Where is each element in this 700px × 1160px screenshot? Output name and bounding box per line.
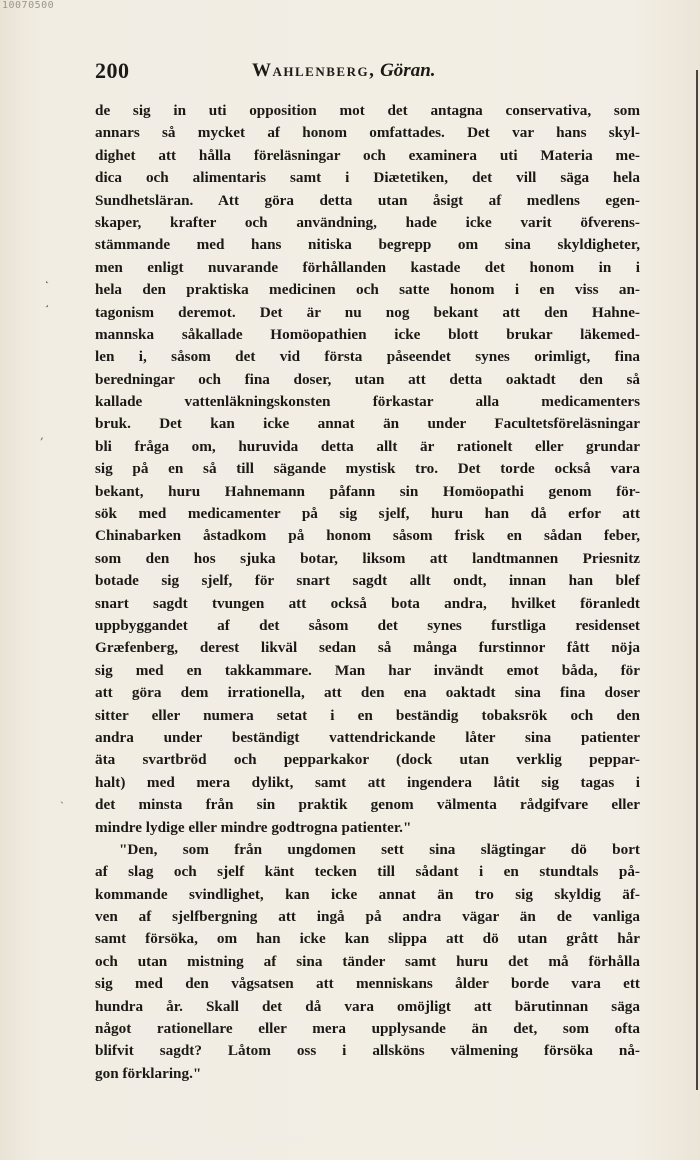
text-line: len i, såsom det vid första påseendet synes orimligt, fina	[95, 348, 640, 366]
text-line: sig på en så till sägande mystisk tro. Det torde också vara	[95, 460, 640, 478]
text-line: beredningar och fina doser, utan att detta oaktadt den så	[95, 370, 640, 388]
running-head-given-name: Göran.	[380, 60, 436, 81]
scan-id: 10070500	[2, 0, 55, 11]
text-line: bekant, huru Hahnemann påfann sin Homöopathi genom för-	[95, 482, 640, 500]
text-line: något rationellare eller mera upplysande än det, som ofta	[95, 1020, 640, 1038]
text-line: stämmande med hans nitiska begrepp om sina skyldigheter,	[95, 236, 640, 254]
text-line: Chinabarken åstadkom på honom såsom frisk en sådan feber,	[95, 527, 640, 545]
running-head-author: Wahlenberg,	[252, 60, 376, 81]
text-line: som den hos sjuka botar, liksom att landtmannen Priesnitz	[95, 549, 640, 567]
text-line: snart sagdt tvungen att också bota andra, hvilket föranledt	[95, 594, 640, 612]
text-line: det minsta från sin praktik genom välmenta rådgifvare eller	[95, 796, 640, 814]
text-line: kommande svindlighet, kan icke annat än tro sig skyldig äf-	[95, 885, 640, 903]
text-line: Græfenberg, derest likväl sedan så många furstinnor fått nöja	[95, 639, 640, 657]
text-line: att göra dem irrationella, att den ena oaktadt sina fina doser	[95, 684, 640, 702]
text-line: botade sig sjelf, för snart sagdt allt ondt, innan han blef	[95, 572, 640, 590]
text-line: skaper, krafter och användning, hade icke varit öfverens-	[95, 213, 640, 231]
text-line: tagonism deremot. Det är nu nog bekant att den Hahne-	[95, 303, 640, 321]
margin-mark: ˛	[44, 270, 50, 284]
text-line: dighet att hålla föreläsningar och examinera uti Materia me-	[95, 146, 640, 164]
text-line: dica och alimentaris samt i Diætetiken, det vill säga hela	[95, 169, 640, 187]
text-line: hundra år. Skall det då vara omöjligt att bärutinnan säga	[95, 997, 640, 1015]
text-line: halt) med mera dylikt, samt att ingendera låtit sig tagas i	[95, 773, 640, 791]
text-line: hela den praktiska medicinen och satte honom i en viss an-	[95, 281, 640, 299]
text-line: och utan mistning af sina tänder samt huru det må förhålla	[95, 952, 640, 970]
text-line: andra under beständigt vattendrickande låter sina patienter	[95, 728, 640, 746]
text-line: Sundhetsläran. Att göra detta utan åsigt af medlens egen-	[95, 191, 640, 209]
text-line: annars så mycket af honom omfattades. Det var hans skyl-	[95, 124, 640, 142]
running-head-title	[252, 60, 436, 82]
page-number: 200	[95, 58, 130, 83]
text-line: sig med den vågsatsen att menniskans ålder borde vara ett	[95, 975, 640, 993]
text-line: ven af sjelfbergning att ingå på andra vägar än de vanliga	[95, 908, 640, 926]
text-line: kallade vattenläkningskonsten förkastar alla medicamenters	[95, 393, 640, 411]
body-text	[95, 100, 640, 1085]
running-header	[95, 58, 640, 88]
text-line: gon förklaring."	[95, 1064, 202, 1082]
text-line: sök med medicamenter på sig sjelf, huru han då erfor att	[95, 505, 640, 523]
text-line: mannska såkallade Homöopathien icke blott brukar läkemed-	[95, 325, 640, 343]
text-line: "Den, som från ungdomen sett sina slägtingar dö bort	[119, 840, 640, 858]
text-line: samt försöka, om han icke kan slippa att dö utan grått hår	[95, 930, 640, 948]
text-line: bruk. Det kan icke annat än under Facultetsföreläsningar	[95, 415, 640, 433]
text-line: mindre lydige eller mindre godtrogna patienter."	[95, 818, 412, 836]
text-line: blifvit sagdt? Låtom oss i allsköns välmening försöka nå-	[95, 1042, 640, 1060]
text-line: bli fråga om, huruvida detta allt är rationelt eller grundar	[95, 437, 640, 455]
text-line: sig med en takkammare. Man har invändt emot båda, för	[95, 661, 640, 679]
margin-mark: ¸	[44, 294, 50, 308]
text-line: äta svartbröd och pepparkakor (dock utan verklig peppar-	[95, 751, 640, 769]
margin-mark: ,	[40, 428, 44, 442]
margin-mark: ˎ	[60, 790, 64, 804]
text-line: af slag och sjelf känt tecken till sådant i en stundtals på-	[95, 863, 640, 881]
page-edge-shadow	[696, 70, 698, 1090]
text-line: men enligt nuvarande förhållanden kastade det honom in i	[95, 258, 640, 276]
text-line: sitter eller numera setat i en beständig tobaksrök och den	[95, 706, 640, 724]
text-line: de sig in uti opposition mot det antagna conservativa, som	[95, 102, 640, 119]
text-line: uppbyggandet af det såsom det synes furstliga residenset	[95, 616, 640, 634]
